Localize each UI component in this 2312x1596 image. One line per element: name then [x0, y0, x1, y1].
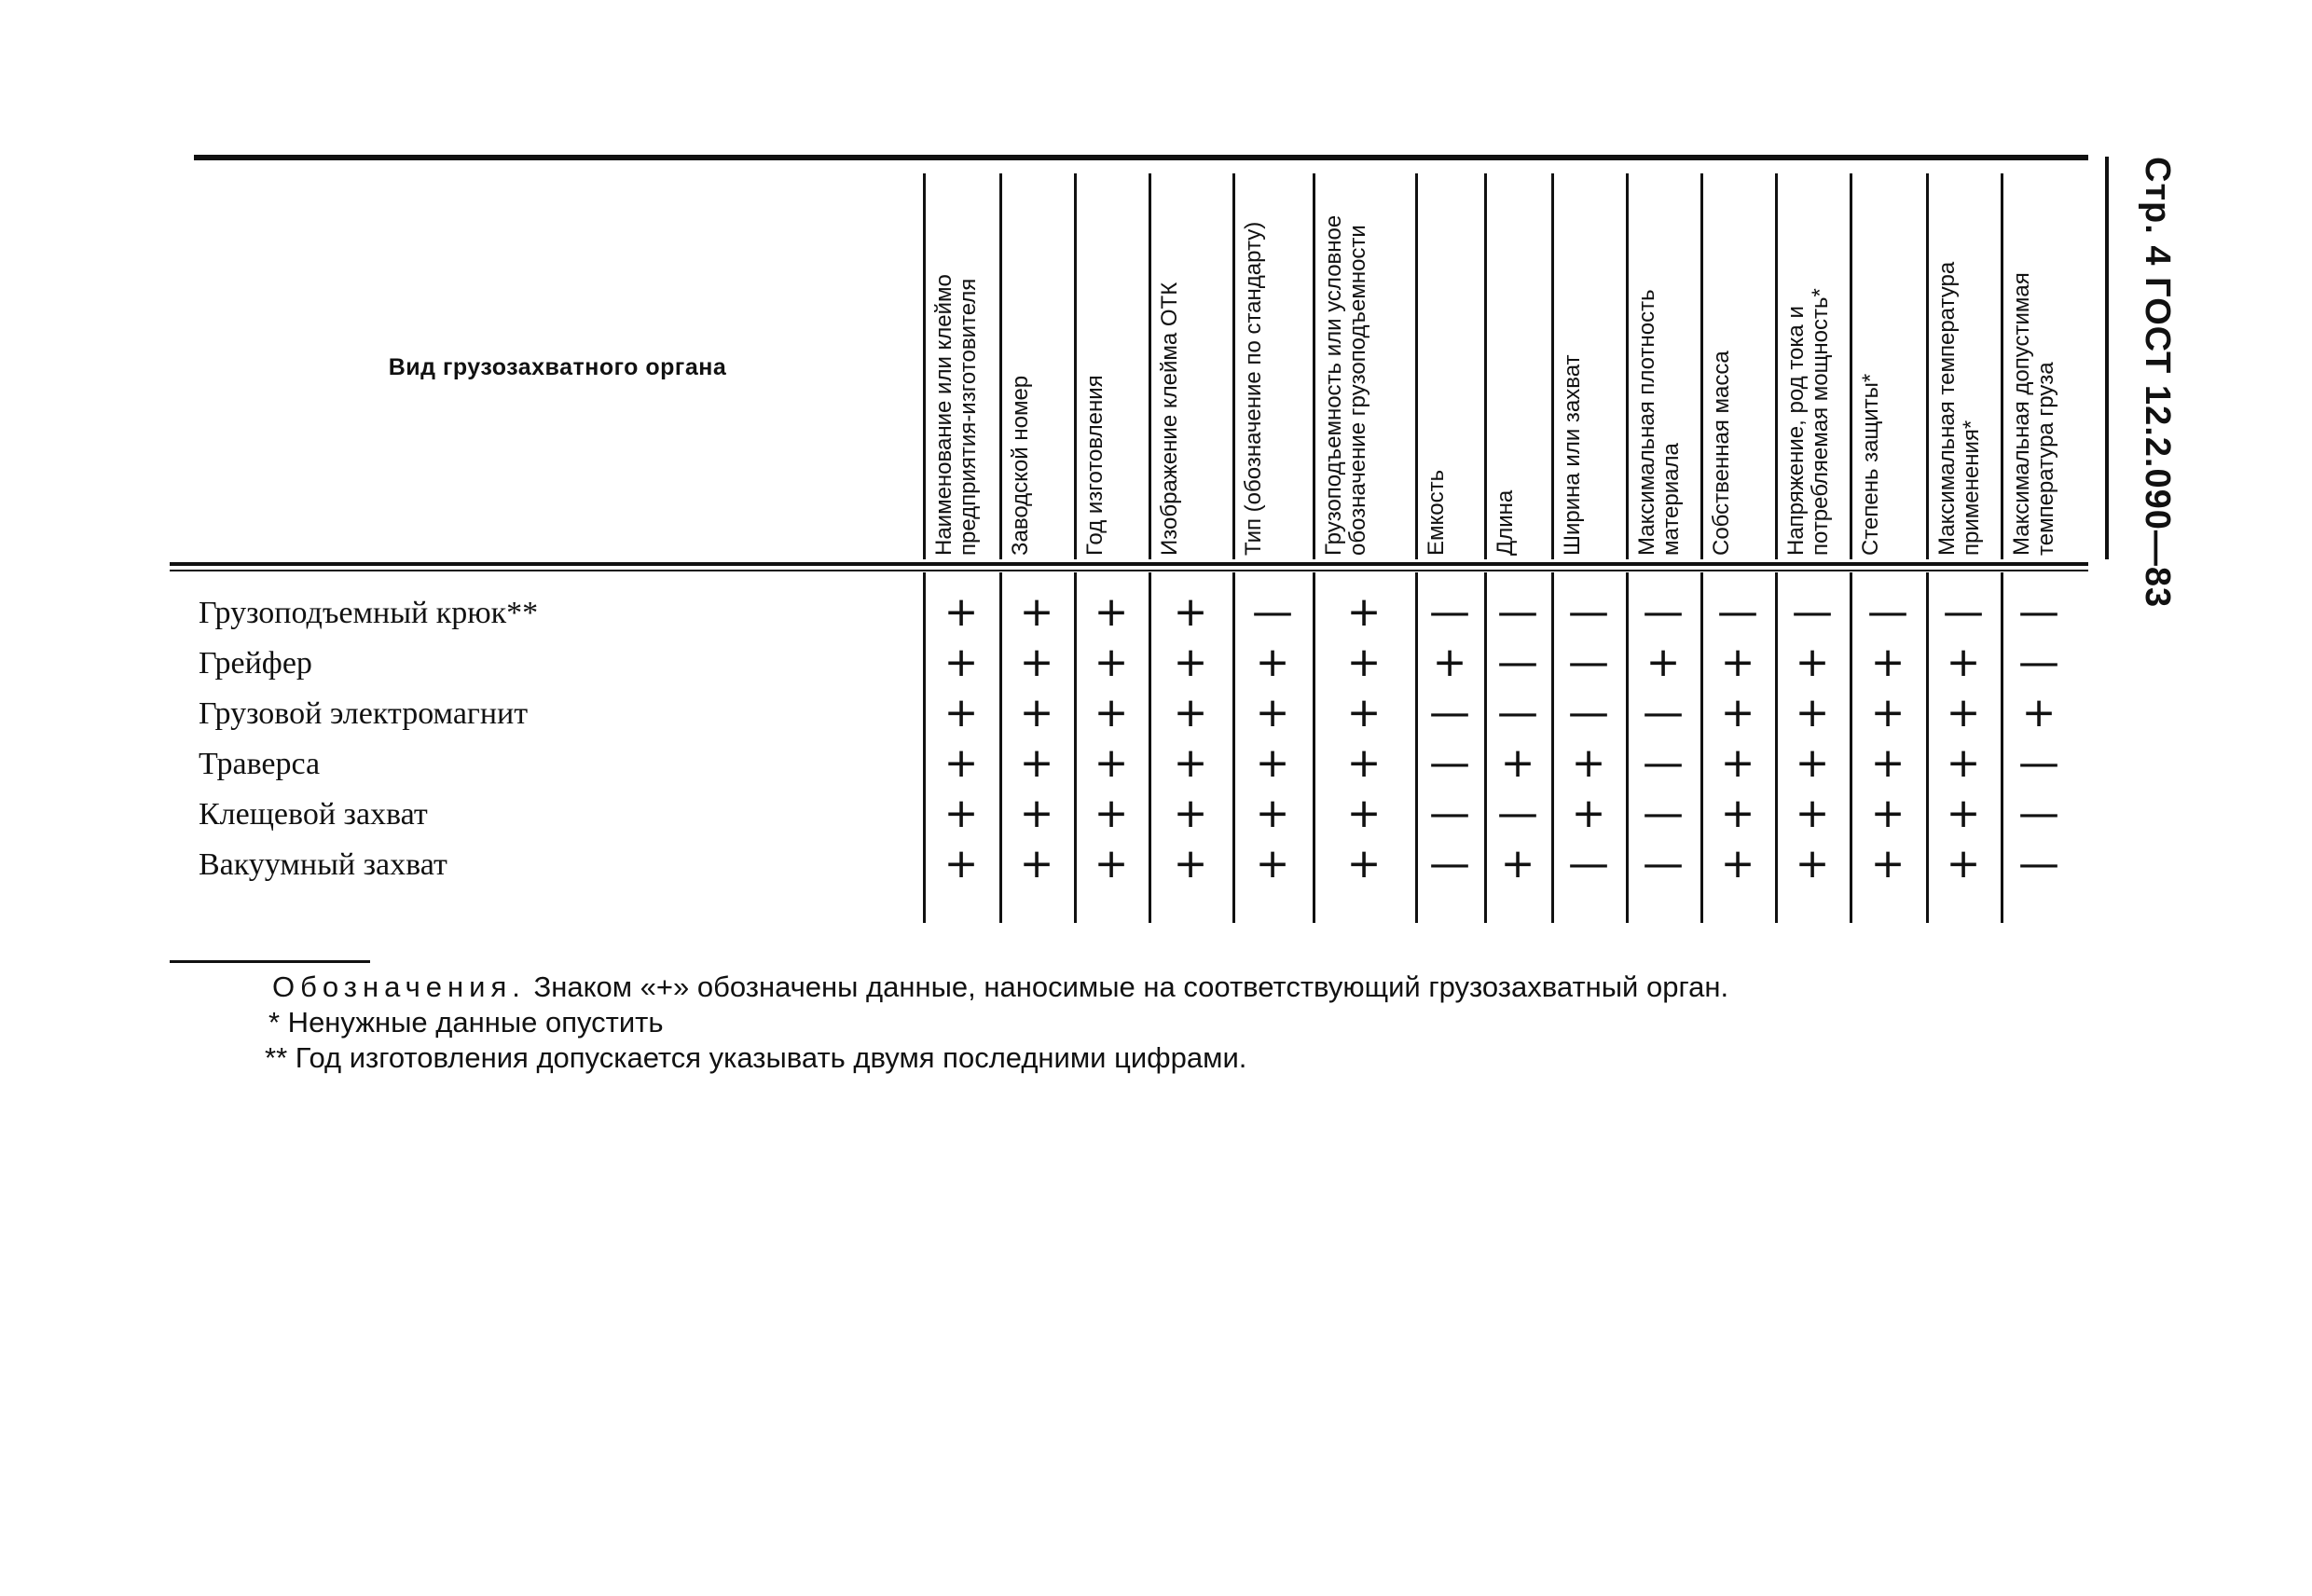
header-separator-rule: [170, 562, 2088, 566]
plus-mark: +: [1094, 689, 1129, 736]
first-column-header: Вид грузозахватного органа: [388, 354, 727, 380]
plus-mark: +: [1795, 840, 1830, 887]
plus-mark: +: [1346, 639, 1382, 686]
dash-mark: —: [1497, 639, 1538, 686]
column-line-body-6: [1313, 572, 1315, 923]
legend-line: [272, 970, 1728, 1005]
row-label: Грузовой электромагнит: [199, 696, 529, 731]
dash-mark: —: [2018, 840, 2059, 887]
column-header-7: [1419, 173, 1482, 556]
plus-mark: +: [1720, 689, 1755, 736]
dash-mark: —: [1429, 689, 1470, 736]
column-header-text: Год изготовления: [1082, 375, 1108, 556]
column-header-12: [1779, 173, 1848, 556]
plus-mark: +: [943, 689, 979, 736]
footnote-rule: [170, 960, 370, 963]
footnote-2: ** Год изготовления допускается указывать двумя последними цифрами.: [265, 1041, 1247, 1074]
plus-mark: +: [1019, 639, 1054, 686]
plus-mark: +: [1173, 639, 1208, 686]
column-header-10: [1630, 173, 1699, 556]
column-header-text: Максимальная плотность материала: [1634, 289, 1684, 556]
column-line-header-12: [1775, 173, 1778, 559]
column-line-body-13: [1850, 572, 1852, 923]
column-header-text: Длина: [1493, 489, 1518, 556]
column-line-body-9: [1551, 572, 1554, 923]
row-label: Грейфер: [199, 646, 312, 681]
column-line-header-7: [1415, 173, 1418, 559]
plus-mark: +: [1255, 739, 1290, 787]
plus-mark: +: [1571, 790, 1606, 837]
column-header-11: [1704, 173, 1773, 556]
table-top-rule: [194, 155, 2088, 160]
plus-mark: +: [1870, 790, 1906, 837]
dash-mark: —: [2018, 639, 2059, 686]
column-line-body-2: [999, 572, 1002, 923]
column-header-text: Собственная масса: [1709, 351, 1734, 556]
column-line-header-13: [1850, 173, 1852, 559]
column-line-body-5: [1232, 572, 1235, 923]
column-line-body-11: [1700, 572, 1703, 923]
footnote-1: * Ненужные данные опустить: [268, 1006, 664, 1039]
dash-mark: —: [1643, 739, 1684, 787]
plus-mark: +: [1720, 840, 1755, 887]
plus-mark: +: [1019, 588, 1054, 636]
dash-mark: —: [1429, 588, 1470, 636]
dash-mark: —: [1252, 588, 1293, 636]
dash-mark: —: [1568, 639, 1609, 686]
plus-mark: +: [1645, 639, 1681, 686]
column-header-13: [1853, 173, 1924, 556]
plus-mark: +: [1946, 840, 1981, 887]
plus-mark: +: [1346, 840, 1382, 887]
plus-mark: +: [1500, 840, 1535, 887]
dash-mark: —: [2018, 739, 2059, 787]
dash-mark: —: [1643, 840, 1684, 887]
plus-mark: +: [1173, 840, 1208, 887]
side-header-rule: [2105, 157, 2109, 559]
column-line-header-4: [1149, 173, 1151, 559]
dash-mark: —: [1497, 588, 1538, 636]
plus-mark: +: [1870, 840, 1906, 887]
column-line-header-8: [1484, 173, 1487, 559]
dash-mark: —: [1643, 790, 1684, 837]
column-line-body-1: [923, 572, 926, 923]
plus-mark: +: [1795, 739, 1830, 787]
plus-mark: +: [1255, 689, 1290, 736]
dash-mark: —: [1643, 588, 1684, 636]
row-label: Вакуумный захват: [199, 847, 447, 882]
plus-mark: +: [943, 588, 979, 636]
column-header-text: Ширина или захват: [1560, 354, 1585, 556]
column-header-4: [1152, 173, 1231, 556]
plus-mark: +: [1720, 790, 1755, 837]
plus-mark: +: [943, 840, 979, 887]
plus-mark: +: [1173, 739, 1208, 787]
plus-mark: +: [1173, 689, 1208, 736]
column-line-body-4: [1149, 572, 1151, 923]
column-line-header-10: [1626, 173, 1629, 559]
plus-mark: +: [1346, 739, 1382, 787]
plus-mark: +: [1432, 639, 1467, 686]
plus-mark: +: [1094, 790, 1129, 837]
column-header-text: Заводской номер: [1008, 375, 1033, 556]
plus-mark: +: [943, 739, 979, 787]
column-header-text: Тип (обозначение по стандарту): [1241, 221, 1266, 556]
plus-mark: +: [1795, 689, 1830, 736]
column-line-body-10: [1626, 572, 1629, 923]
column-header-text: Изображение клейма ОТК: [1157, 282, 1182, 556]
plus-mark: +: [1094, 840, 1129, 887]
plus-mark: +: [1946, 739, 1981, 787]
dash-mark: —: [1429, 840, 1470, 887]
dash-mark: —: [1568, 588, 1609, 636]
column-line-body-12: [1775, 572, 1778, 923]
column-header-15: [2004, 173, 2075, 556]
column-header-text: Емкость: [1424, 469, 1449, 556]
dash-mark: —: [1568, 840, 1609, 887]
plus-mark: +: [1019, 840, 1054, 887]
dash-mark: —: [1943, 588, 1984, 636]
plus-mark: +: [1255, 639, 1290, 686]
dash-mark: —: [2018, 790, 2059, 837]
column-header-text: Максимальная температура применения*: [1934, 261, 1984, 556]
page-header: Стр. 4 ГОСТ 12.2.090—83: [2138, 157, 2177, 609]
column-line-header-15: [2001, 173, 2003, 559]
plus-mark: +: [1795, 639, 1830, 686]
column-line-header-2: [999, 173, 1002, 559]
column-line-header-6: [1313, 173, 1315, 559]
column-line-body-14: [1926, 572, 1929, 923]
header-separator-rule-thin: [170, 570, 2088, 571]
column-line-header-11: [1700, 173, 1703, 559]
column-header-text: Максимальная допустимая температура груза: [2009, 272, 2058, 556]
column-header-text: Напряжение, род тока и потребляемая мощность*: [1783, 288, 1833, 556]
plus-mark: +: [1500, 739, 1535, 787]
dash-mark: —: [1429, 739, 1470, 787]
legend-text: Знаком «+» обозначены данные, наносимые на соответствующий грузозахватный орган.: [533, 970, 1729, 1003]
plus-mark: +: [1571, 739, 1606, 787]
row-label: Траверса: [199, 747, 321, 781]
plus-mark: +: [1720, 739, 1755, 787]
plus-mark: +: [943, 790, 979, 837]
column-header-text: Степень защиты*: [1858, 373, 1883, 556]
plus-mark: +: [1019, 790, 1054, 837]
column-line-header-5: [1232, 173, 1235, 559]
plus-mark: +: [1346, 588, 1382, 636]
row-label: Клещевой захват: [199, 797, 428, 832]
plus-mark: +: [1173, 790, 1208, 837]
plus-mark: +: [1255, 790, 1290, 837]
column-line-body-15: [2001, 572, 2003, 923]
column-header-1: [927, 173, 998, 556]
dash-mark: —: [1497, 790, 1538, 837]
dash-mark: —: [1792, 588, 1833, 636]
column-line-header-1: [923, 173, 926, 559]
column-header-9: [1555, 173, 1624, 556]
legend-word: Обозначения.: [272, 970, 526, 1003]
column-line-body-8: [1484, 572, 1487, 923]
column-header-14: [1930, 173, 1999, 556]
plus-mark: +: [1870, 739, 1906, 787]
plus-mark: +: [1720, 639, 1755, 686]
dash-mark: —: [1717, 588, 1758, 636]
plus-mark: +: [1019, 689, 1054, 736]
dash-mark: —: [1568, 689, 1609, 736]
plus-mark: +: [2021, 689, 2057, 736]
dash-mark: —: [1643, 689, 1684, 736]
plus-mark: +: [1346, 790, 1382, 837]
column-header-6: [1316, 173, 1413, 556]
plus-mark: +: [1094, 588, 1129, 636]
plus-mark: +: [943, 639, 979, 686]
column-line-header-14: [1926, 173, 1929, 559]
dash-mark: —: [1429, 790, 1470, 837]
plus-mark: +: [1094, 639, 1129, 686]
column-line-header-3: [1074, 173, 1077, 559]
column-line-body-3: [1074, 572, 1077, 923]
plus-mark: +: [1870, 689, 1906, 736]
plus-mark: +: [1795, 790, 1830, 837]
plus-mark: +: [1946, 689, 1981, 736]
dash-mark: —: [2018, 588, 2059, 636]
column-line-body-7: [1415, 572, 1418, 923]
dash-mark: —: [1867, 588, 1908, 636]
column-header-3: [1078, 173, 1147, 556]
plus-mark: +: [1019, 739, 1054, 787]
dash-mark: —: [1497, 689, 1538, 736]
plus-mark: +: [1870, 639, 1906, 686]
plus-mark: +: [1946, 790, 1981, 837]
plus-mark: +: [1173, 588, 1208, 636]
column-line-header-9: [1551, 173, 1554, 559]
plus-mark: +: [1094, 739, 1129, 787]
row-label: Грузоподъемный крюк**: [199, 596, 539, 630]
plus-mark: +: [1946, 639, 1981, 686]
column-header-text: Грузоподъемность или условное обозначение грузоподъемности: [1321, 214, 1370, 556]
column-header-8: [1488, 173, 1549, 556]
column-header-2: [1003, 173, 1072, 556]
plus-mark: +: [1255, 840, 1290, 887]
column-header-text: Наименование или клеймо предприятия-изготовителя: [931, 274, 981, 556]
column-header-5: [1236, 173, 1311, 556]
plus-mark: +: [1346, 689, 1382, 736]
